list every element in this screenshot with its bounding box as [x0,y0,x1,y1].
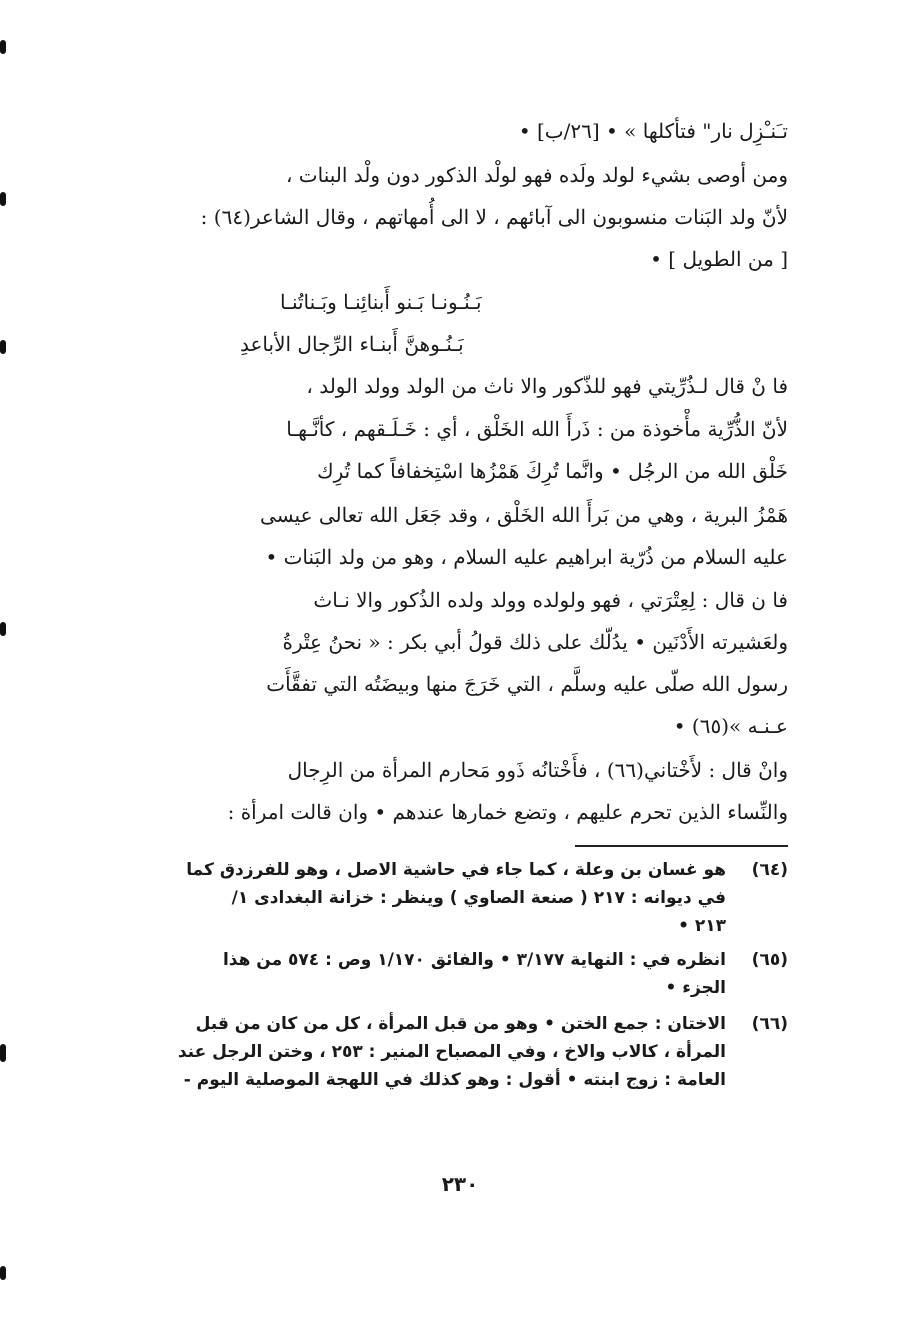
footnote-body [128,856,726,940]
footnote-number: (٦٦) [751,1014,788,1034]
text-line: فا ن قال : لِعِتْرَتي ، فهو ولولده وولد ولده الذُكور والا نـاث [313,588,788,612]
text-line: فا نْ قال لـذُرِّيتي فهو للذّكور والا ناث من الولد وولد الولد ، [306,374,788,398]
footnote-line: ٢١٣ • [678,916,726,936]
footnote [128,946,788,1002]
footnote-line: الجزء • [665,978,726,998]
footnote-line: في ديوانه : ٢١٧ ( صنعة الصاوي ) وينظر : خزانة البغدادى ١/ [231,888,726,908]
footnote-line: هو غسان بن وعلة ، كما جاء في حاشية الاصل ، وهو للفرزدق كما [186,860,726,880]
text-line: عليه السلام من ذُرّية ابراهيم عليه السلام ، وهو من ولد البَنات • [265,545,788,569]
footnote-number: (٦٤) [751,860,788,880]
text-line: لأنّ الذُّرِّية مأْخوذة من : ذَرأَ الله الخَلْق ، أي : خَـلَـقهم ، كأنَّـهـا [286,417,788,441]
text-line: وانْ قال : لأَخْتاني(٦٦) ، فأَخْتانُه ذَوو مَحارم المرأة من الرِجال [287,758,788,782]
text-line: خَلْق الله من الرجُل • وانَّما تُرِكَ هَمْزُها اسْتِخفافاً كما تُرِك [317,459,788,483]
footnote-body [128,1010,726,1094]
text-line: ولعَشيرته الأَدْنَين • يدُلّك على ذلك قولُ أبي بكر : « نحنُ عِتْرةُ [282,630,788,654]
footnote [128,856,788,940]
footnote [128,1010,788,1094]
footnote-line: المرأة ، كالاب والاخ ، وفي المصباح المنير : ٢٥٣ ، وختن الرجل عند [177,1042,726,1062]
margin-mark [0,1044,6,1062]
text-line: عـنـه »(٦٥) • [673,714,788,738]
page-number: ٢٣٠ [441,1172,479,1196]
footnote-line: العامة : زوج ابنته • أقول : وهو كذلك في اللهجة الموصلية اليوم - [183,1070,726,1090]
text-line: [ من الطويل ] • [650,247,788,271]
footnote-number: (٦٥) [751,950,788,970]
text-line: هَمْزُ البرية ، وهي من بَرأَ الله الخَلْق ، وقد جَعَل الله تعالى عيسى [260,503,788,527]
verse-line: بَـنُـوهنَّ أَبنـاء الرِّجال الأباعدِ [240,332,464,356]
margin-mark [0,622,6,636]
footnote-line: الاختان : جمع الختن • وهو من قبل المرأة ، كل من كان من قبل [195,1014,726,1034]
footnote-body [128,946,726,1002]
footnote-line: انظره في : النهاية ٣/١٧٧ • والفائق ١/١٧٠ وص : ٥٧٤ من هذا [222,950,726,970]
margin-mark [0,192,6,206]
footnote-divider [575,845,788,847]
margin-mark [0,40,6,54]
text-line: والنِّساء الذين تحرم عليهم ، وتضع خمارها عندهم • وان قالت امرأة : [227,800,788,824]
verse-line: بَـنُـونـا بَـنو أَبنائِنـا وبَـناتُنـا [280,290,482,314]
text-line: تـَنـْزِل نار" فتأكلها » • [٢٦/ب] • [518,119,788,143]
margin-mark [0,1266,6,1280]
margin-mark [0,340,6,354]
text-line: لأنّ ولد البَنات منسوبون الى آبائهم ، لا الى أُمهاتهم ، وقال الشاعر(٦٤) : [200,205,788,229]
text-line: رسول الله صلّى عليه وسلَّم ، التي خَرَجَ منها وبيضَتُه التي تفقَّأَت [266,672,788,696]
text-line: ومن أوصى بشيء لولد ولَده فهو لولْد الذكور دون ولْد البنات ، [285,163,788,187]
